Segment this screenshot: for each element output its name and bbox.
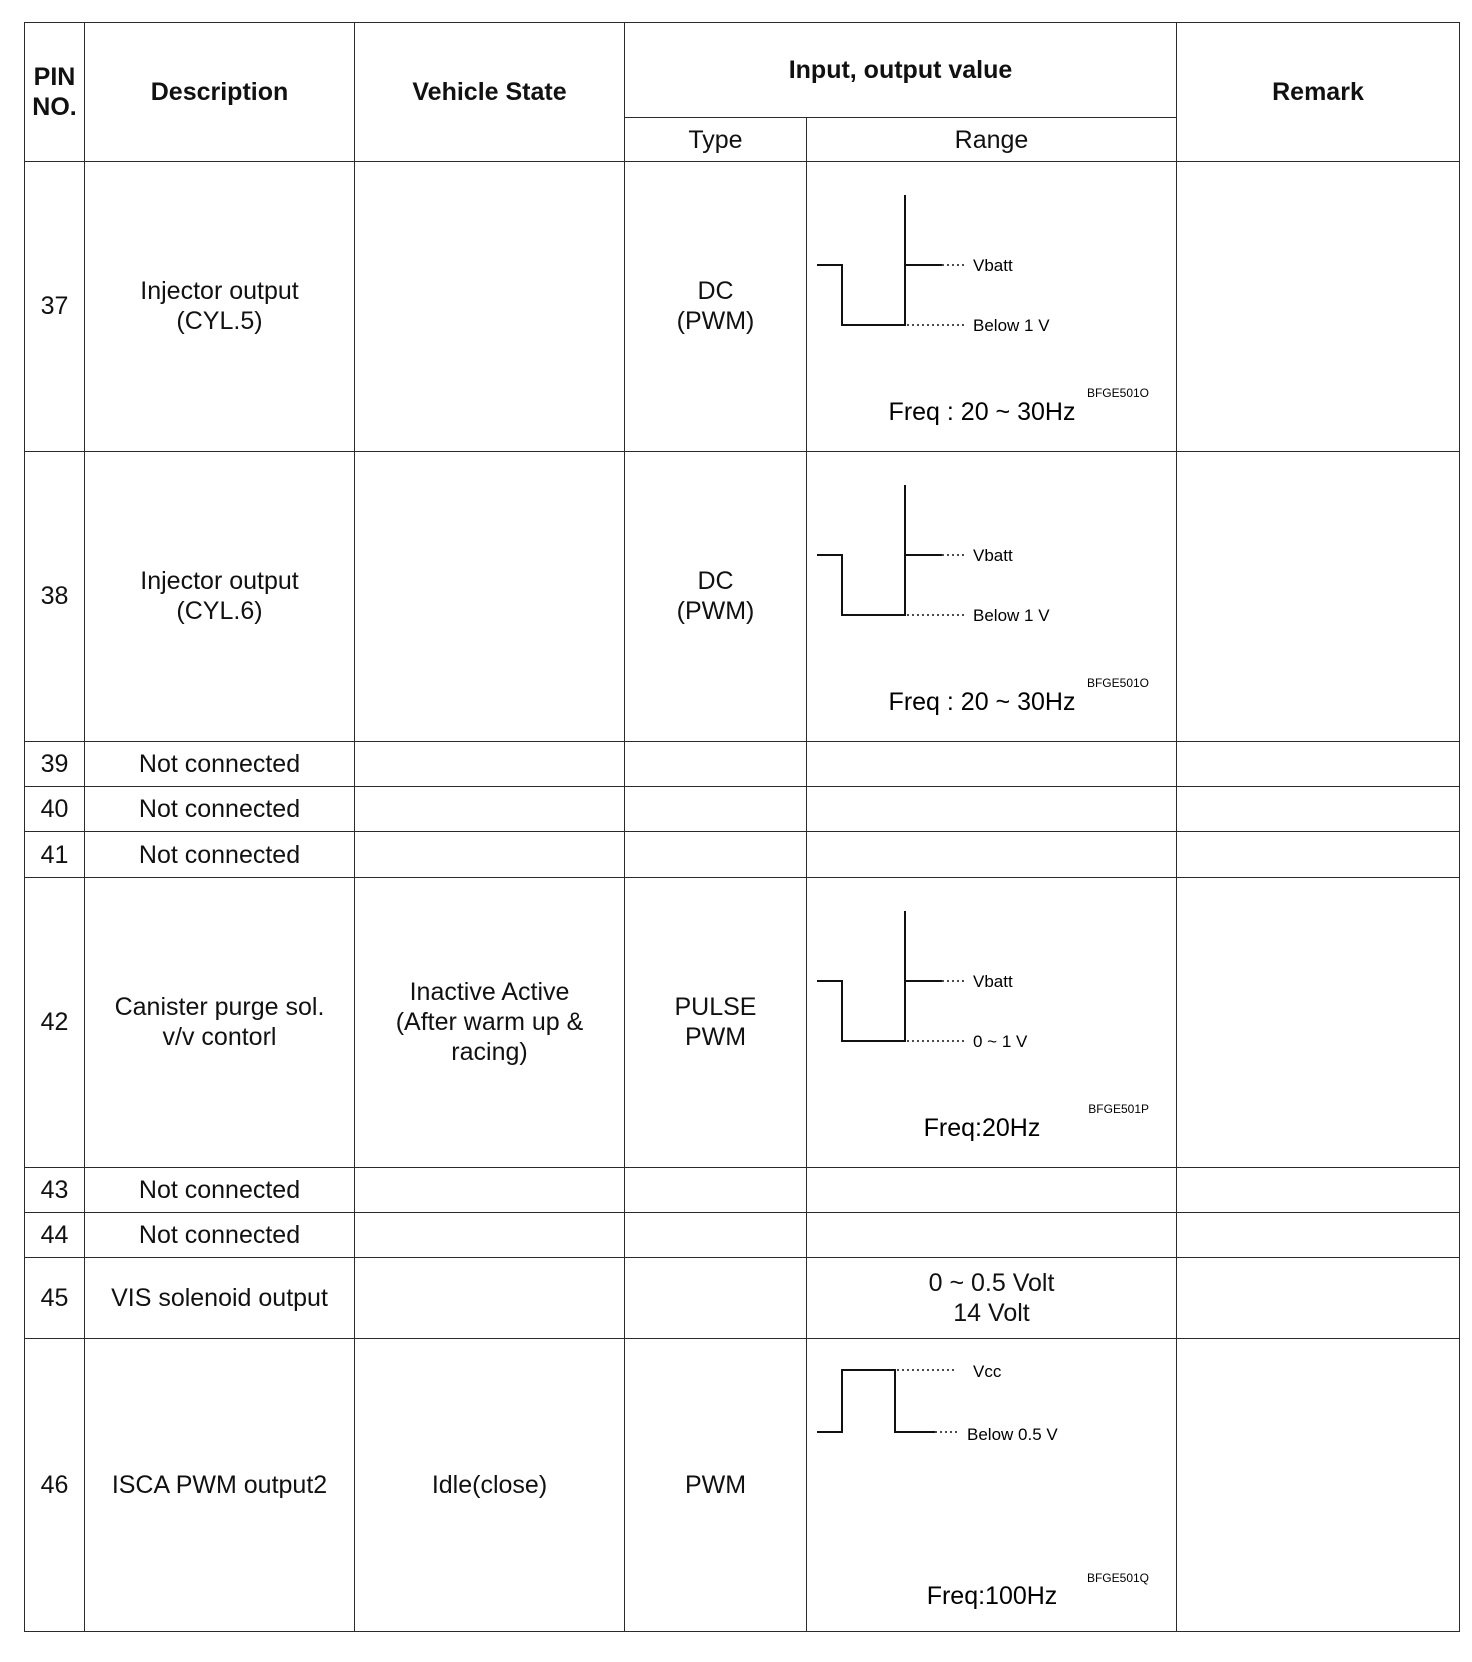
frequency-label: Freq : 20 ~ 30Hz bbox=[888, 397, 1076, 426]
remark-cell bbox=[1177, 1167, 1460, 1212]
table-row bbox=[25, 1339, 1460, 1632]
waveform-diagram bbox=[807, 881, 1177, 1164]
type-cell: PULSE PWM bbox=[625, 877, 807, 1167]
high-level-label: Vbatt bbox=[973, 255, 1013, 275]
type-cell bbox=[625, 786, 807, 831]
table-row bbox=[25, 786, 1460, 831]
vehicle-state-cell bbox=[355, 786, 625, 831]
range-cell: 0 ~ 0.5 Volt 14 Volt bbox=[807, 1258, 1177, 1339]
table-row bbox=[25, 1167, 1460, 1212]
range-cell bbox=[807, 786, 1177, 831]
range-cell bbox=[807, 1167, 1177, 1212]
waveform-diagram bbox=[807, 165, 1177, 448]
pin-number: 43 bbox=[25, 1167, 85, 1212]
type-cell bbox=[625, 1212, 807, 1257]
table-row bbox=[25, 877, 1460, 1167]
header-io-value: Input, output value bbox=[625, 23, 1177, 118]
pin-number: 46 bbox=[25, 1339, 85, 1632]
header-vehicle-state: Vehicle State bbox=[355, 23, 625, 162]
vehicle-state-cell bbox=[355, 451, 625, 741]
pin-number: 39 bbox=[25, 741, 85, 786]
figure-code: BFGE501O bbox=[1086, 675, 1149, 690]
frequency-label: Freq : 20 ~ 30Hz bbox=[888, 687, 1076, 716]
type-cell bbox=[625, 741, 807, 786]
description-cell: Not connected bbox=[85, 786, 355, 831]
figure-code: BFGE501P bbox=[1088, 1101, 1149, 1116]
waveform-trace bbox=[817, 911, 905, 1041]
waveform-diagram bbox=[807, 1342, 1177, 1628]
header-range: Range bbox=[807, 118, 1177, 162]
description-cell: VIS solenoid output bbox=[85, 1258, 355, 1339]
pin-number: 40 bbox=[25, 786, 85, 831]
pin-number: 41 bbox=[25, 832, 85, 877]
table-row bbox=[25, 832, 1460, 877]
header-pin: PIN NO. bbox=[25, 23, 85, 162]
description-cell: Not connected bbox=[85, 832, 355, 877]
table-row bbox=[25, 741, 1460, 786]
figure-code: BFGE501O bbox=[1086, 385, 1149, 400]
range-cell bbox=[807, 162, 1177, 452]
vehicle-state-cell bbox=[355, 741, 625, 786]
description-cell: Not connected bbox=[85, 1212, 355, 1257]
vehicle-state-cell bbox=[355, 1258, 625, 1339]
description-cell: ISCA PWM output2 bbox=[85, 1339, 355, 1632]
remark-cell bbox=[1177, 162, 1460, 452]
header-remark: Remark bbox=[1177, 23, 1460, 162]
frequency-label: Freq:100Hz bbox=[926, 1582, 1058, 1611]
remark-cell bbox=[1177, 786, 1460, 831]
waveform-trace bbox=[817, 485, 905, 615]
remark-cell bbox=[1177, 1339, 1460, 1632]
pin-table bbox=[24, 22, 1460, 1632]
low-level-label: Below 1 V bbox=[973, 605, 1050, 625]
type-cell: PWM bbox=[625, 1339, 807, 1632]
description-cell: Canister purge sol. v/v contorl bbox=[85, 877, 355, 1167]
vehicle-state-cell bbox=[355, 1212, 625, 1257]
low-level-label: Below 1 V bbox=[973, 315, 1050, 335]
range-cell bbox=[807, 832, 1177, 877]
waveform-diagram bbox=[807, 455, 1177, 738]
low-level-label: Below 0.5 V bbox=[967, 1425, 1058, 1445]
high-level-label: Vcc bbox=[973, 1362, 1002, 1382]
remark-cell bbox=[1177, 451, 1460, 741]
range-cell bbox=[807, 1212, 1177, 1257]
type-cell bbox=[625, 1258, 807, 1339]
type-cell: DC (PWM) bbox=[625, 451, 807, 741]
header-description: Description bbox=[85, 23, 355, 162]
type-cell bbox=[625, 1167, 807, 1212]
figure-code: BFGE501Q bbox=[1086, 1571, 1149, 1586]
range-cell bbox=[807, 451, 1177, 741]
pin-number: 38 bbox=[25, 451, 85, 741]
remark-cell bbox=[1177, 1212, 1460, 1257]
vehicle-state-cell bbox=[355, 162, 625, 452]
waveform-trace bbox=[817, 1370, 935, 1432]
range-cell bbox=[807, 1339, 1177, 1632]
low-level-label: 0 ~ 1 V bbox=[973, 1031, 1028, 1051]
table-row bbox=[25, 1258, 1460, 1339]
pin-number: 45 bbox=[25, 1258, 85, 1339]
pin-number: 42 bbox=[25, 877, 85, 1167]
pin-number: 44 bbox=[25, 1212, 85, 1257]
table-row bbox=[25, 1212, 1460, 1257]
vehicle-state-cell: Idle(close) bbox=[355, 1339, 625, 1632]
waveform-trace bbox=[817, 195, 905, 325]
range-cell bbox=[807, 877, 1177, 1167]
pin-number: 37 bbox=[25, 162, 85, 452]
type-cell: DC (PWM) bbox=[625, 162, 807, 452]
remark-cell bbox=[1177, 741, 1460, 786]
table-body bbox=[25, 162, 1460, 1632]
vehicle-state-cell bbox=[355, 832, 625, 877]
high-level-label: Vbatt bbox=[973, 545, 1013, 565]
remark-cell bbox=[1177, 1258, 1460, 1339]
table-row bbox=[25, 162, 1460, 452]
vehicle-state-cell bbox=[355, 1167, 625, 1212]
description-cell: Not connected bbox=[85, 741, 355, 786]
vehicle-state-cell: Inactive Active (After warm up & racing) bbox=[355, 877, 625, 1167]
remark-cell bbox=[1177, 832, 1460, 877]
description-cell: Injector output (CYL.6) bbox=[85, 451, 355, 741]
description-cell: Injector output (CYL.5) bbox=[85, 162, 355, 452]
remark-cell bbox=[1177, 877, 1460, 1167]
range-cell bbox=[807, 741, 1177, 786]
high-level-label: Vbatt bbox=[973, 971, 1013, 991]
description-cell: Not connected bbox=[85, 1167, 355, 1212]
table-row bbox=[25, 451, 1460, 741]
frequency-label: Freq:20Hz bbox=[923, 1113, 1041, 1142]
header-type: Type bbox=[625, 118, 807, 162]
type-cell bbox=[625, 832, 807, 877]
